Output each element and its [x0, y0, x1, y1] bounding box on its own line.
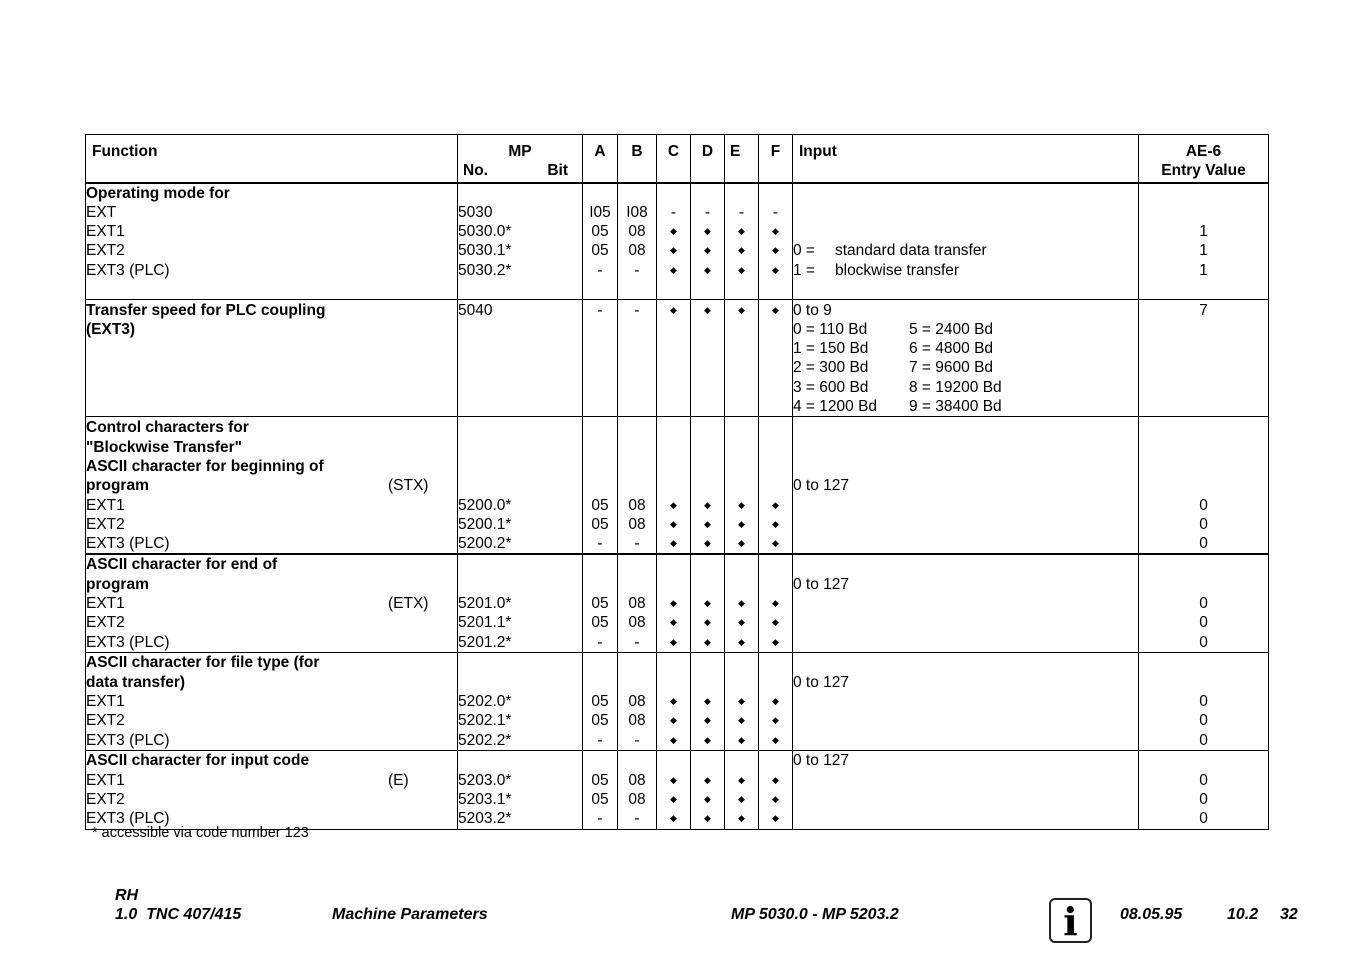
row-label: EXT2 — [86, 791, 125, 809]
section-title: program — [86, 575, 149, 593]
cell-a: 05 — [591, 614, 609, 632]
input-option: 1 = blockwise transfer — [793, 261, 960, 279]
mp-number: 5200.1* — [458, 515, 512, 533]
diamond-icon: ◆ — [670, 245, 677, 256]
cell-a: 05 — [591, 712, 609, 730]
cell-b: - — [634, 301, 640, 319]
diamond-icon: ◆ — [738, 264, 745, 275]
mp-number: 5202.0* — [458, 693, 512, 711]
entry-value: 0 — [1199, 693, 1208, 711]
diamond-icon: ◆ — [772, 538, 779, 549]
cell-a: 05 — [591, 595, 609, 613]
entry-value: 1 — [1199, 261, 1208, 279]
cell-a: - — [597, 535, 603, 553]
mp-number: 5030.1* — [458, 242, 512, 260]
entry-value: 1 — [1199, 242, 1208, 260]
diamond-icon: ◆ — [670, 794, 677, 805]
header-row — [86, 135, 1269, 183]
cell-b: - — [634, 810, 640, 828]
input-range: 0 to 9 — [793, 301, 832, 319]
mp-number: 5201.1* — [458, 614, 512, 632]
row-label: EXT1 — [86, 496, 125, 514]
mp-number: 5201.0* — [458, 595, 512, 613]
mp-no-label: No. — [463, 162, 488, 180]
diamond-icon: ◆ — [772, 794, 779, 805]
cell-b: - — [634, 731, 640, 749]
mp-number: 5030.2* — [458, 261, 512, 279]
cell-b: 08 — [628, 712, 646, 730]
diamond-icon: ◆ — [670, 518, 677, 529]
control-code: (E) — [388, 771, 409, 789]
cell-e: - — [738, 203, 745, 221]
diamond-icon: ◆ — [772, 734, 779, 745]
machine-parameter-table — [85, 134, 1269, 830]
cell-b: 08 — [628, 223, 646, 241]
diamond-icon: ◆ — [670, 598, 677, 609]
cell-a: 05 — [591, 242, 609, 260]
cell-b: 08 — [628, 595, 646, 613]
cell-b: 08 — [628, 242, 646, 260]
cell-b: 08 — [628, 515, 646, 533]
diamond-icon: ◆ — [772, 264, 779, 275]
diamond-icon: ◆ — [738, 499, 745, 510]
col-d-header: D — [691, 135, 725, 183]
entry-value: 0 — [1199, 712, 1208, 730]
diamond-icon: ◆ — [738, 734, 745, 745]
cell-a: 05 — [591, 496, 609, 514]
row-label: EXT2 — [86, 515, 125, 533]
diamond-icon: ◆ — [772, 696, 779, 707]
diamond-icon: ◆ — [772, 813, 779, 824]
footer-page-number: 32 — [1280, 906, 1298, 923]
ae-label: AE-6 — [1185, 143, 1222, 160]
mp-number: 5030 — [458, 203, 493, 221]
cell-b: - — [634, 535, 640, 553]
diamond-icon: ◆ — [738, 813, 745, 824]
footer-date: 08.05.95 — [1120, 906, 1183, 923]
diamond-icon: ◆ — [772, 518, 779, 529]
mp-number: 5203.2* — [458, 810, 512, 828]
cell-a: - — [597, 301, 603, 319]
diamond-icon: ◆ — [670, 715, 677, 726]
col-a-header: A — [583, 135, 618, 183]
col-f-header: F — [759, 135, 793, 183]
mp-number: 5202.2* — [458, 731, 512, 749]
cell-a: 05 — [591, 791, 609, 809]
diamond-icon: ◆ — [772, 245, 779, 256]
diamond-icon: ◆ — [738, 794, 745, 805]
diamond-icon: ◆ — [670, 636, 677, 647]
row-label: EXT1 (ETX) — [86, 595, 429, 613]
section-title: program (STX) — [86, 477, 429, 495]
row-label: EXT2 — [86, 712, 125, 730]
control-code: (ETX) — [388, 595, 429, 613]
input-range: 0 to 127 — [793, 673, 850, 691]
cell-f: - — [772, 203, 779, 221]
diamond-icon: ◆ — [670, 734, 677, 745]
section-title: "Blockwise Transfer" — [86, 438, 242, 456]
diamond-icon: ◆ — [704, 226, 711, 237]
cell-b: 08 — [628, 693, 646, 711]
diamond-icon: ◆ — [670, 499, 677, 510]
diamond-icon: ◆ — [704, 598, 711, 609]
mp-number: 5201.2* — [458, 633, 512, 651]
footer-section: Machine Parameters — [332, 906, 488, 923]
row-label: EXT3 (PLC) — [86, 731, 170, 749]
baud-rate-row: 4 = 1200 Bd 9 = 38400 Bd — [793, 398, 1002, 416]
cell-c: - — [670, 203, 677, 221]
cell-a: 05 — [591, 223, 609, 241]
diamond-icon: ◆ — [704, 499, 711, 510]
diamond-icon: ◆ — [772, 774, 779, 785]
diamond-icon: ◆ — [670, 813, 677, 824]
mp-number: 5203.0* — [458, 771, 512, 789]
diamond-icon: ◆ — [704, 696, 711, 707]
footer-author: RH — [115, 887, 139, 904]
info-icon: i — [1049, 898, 1092, 943]
section-etx — [86, 554, 1269, 653]
entry-value: 0 — [1199, 535, 1208, 553]
row-label: EXT2 — [86, 242, 125, 260]
input-range: 0 to 127 — [793, 575, 850, 593]
entry-value: 0 — [1199, 496, 1208, 514]
diamond-icon: ◆ — [704, 734, 711, 745]
baud-rate-row: 2 = 300 Bd 7 = 9600 Bd — [793, 359, 994, 377]
diamond-icon: ◆ — [738, 245, 745, 256]
footer-mp-range: MP 5030.0 - MP 5203.2 — [731, 906, 899, 923]
diamond-icon: ◆ — [704, 774, 711, 785]
row-label: EXT3 (PLC) — [86, 535, 170, 553]
diamond-icon: ◆ — [738, 715, 745, 726]
mp-number: 5202.1* — [458, 712, 512, 730]
footer-product: 1.0 TNC 407/415 — [115, 906, 242, 923]
diamond-icon: ◆ — [704, 715, 711, 726]
cell-b: 08 — [628, 614, 646, 632]
col-mp-header — [458, 135, 583, 183]
mp-label: MP — [508, 143, 532, 160]
mp-bit-label: Bit — [547, 162, 568, 180]
cell-b: I08 — [626, 203, 648, 221]
footnote: * accessible via code number 123 — [92, 825, 309, 841]
section-operating-mode — [86, 183, 1269, 300]
diamond-icon: ◆ — [670, 774, 677, 785]
section-title: ASCII character for file type (for — [86, 654, 320, 672]
section-input-code — [86, 751, 1269, 829]
diamond-icon: ◆ — [704, 813, 711, 824]
diamond-icon: ◆ — [738, 226, 745, 237]
diamond-icon: ◆ — [704, 794, 711, 805]
diamond-icon: ◆ — [704, 518, 711, 529]
diamond-icon: ◆ — [738, 538, 745, 549]
diamond-icon: ◆ — [772, 499, 779, 510]
section-title: Control characters for — [86, 419, 249, 437]
cell-a: 05 — [591, 693, 609, 711]
section-title: ASCII character for input code — [86, 752, 310, 770]
row-label: EXT2 — [86, 614, 125, 632]
cell-b: - — [634, 261, 640, 279]
diamond-icon: ◆ — [704, 304, 711, 315]
mp-number: 5200.0* — [458, 496, 512, 514]
cell-b: - — [634, 633, 640, 651]
col-input-header: Input — [793, 135, 1139, 183]
cell-a: - — [597, 633, 603, 651]
baud-rate-row: 1 = 150 Bd 6 = 4800 Bd — [793, 340, 994, 358]
baud-rate-row: 3 = 600 Bd 8 = 19200 Bd — [793, 378, 1002, 396]
input-option: 0 = standard data transfer — [793, 242, 987, 260]
diamond-icon: ◆ — [738, 617, 745, 628]
footer-chapter: 10.2 — [1227, 906, 1259, 923]
entry-value: 0 — [1199, 515, 1208, 533]
entry-value: 0 — [1199, 771, 1208, 789]
row-label: EXT3 (PLC) — [86, 810, 170, 828]
diamond-icon: ◆ — [670, 264, 677, 275]
row-label: EXT1 — [86, 223, 125, 241]
cell-b: 08 — [628, 496, 646, 514]
diamond-icon: ◆ — [738, 774, 745, 785]
input-range: 0 to 127 — [793, 477, 850, 495]
diamond-icon: ◆ — [670, 617, 677, 628]
diamond-icon: ◆ — [738, 696, 745, 707]
entry-value: 0 — [1199, 633, 1208, 651]
cell-b: 08 — [628, 771, 646, 789]
section-title: ASCII character for beginning of — [86, 457, 324, 475]
diamond-icon: ◆ — [772, 226, 779, 237]
row-label: EXT1 (E) — [86, 771, 409, 789]
diamond-icon: ◆ — [772, 636, 779, 647]
entry-value: 0 — [1199, 791, 1208, 809]
diamond-icon: ◆ — [772, 304, 779, 315]
section-file-type — [86, 653, 1269, 751]
col-e-header: E — [725, 135, 759, 183]
entry-value: 0 — [1199, 731, 1208, 749]
cell-a: I05 — [589, 203, 611, 221]
section-title: ASCII character for end of — [86, 556, 278, 574]
diamond-icon: ◆ — [670, 226, 677, 237]
col-ae-header — [1139, 135, 1269, 183]
row-label: EXT1 — [86, 693, 125, 711]
mp-number: 5200.2* — [458, 535, 512, 553]
diamond-icon: ◆ — [704, 538, 711, 549]
diamond-icon: ◆ — [738, 598, 745, 609]
cell-a: 05 — [591, 771, 609, 789]
row-label: EXT3 (PLC) — [86, 633, 170, 651]
entry-value-label: Entry Value — [1161, 162, 1246, 180]
diamond-icon: ◆ — [772, 617, 779, 628]
row-label: EXT3 (PLC) — [86, 261, 170, 279]
control-code: (STX) — [388, 477, 429, 495]
section-title: Operating mode for — [86, 184, 230, 202]
col-c-header: C — [657, 135, 691, 183]
cell-b: 08 — [628, 791, 646, 809]
entry-value: 0 — [1199, 595, 1208, 613]
diamond-icon: ◆ — [670, 538, 677, 549]
section-stx — [86, 417, 1269, 555]
diamond-icon: ◆ — [704, 245, 711, 256]
entry-value: 7 — [1199, 301, 1208, 319]
diamond-icon: ◆ — [704, 264, 711, 275]
cell-a: 05 — [591, 515, 609, 533]
section-title: data transfer) — [86, 673, 186, 691]
diamond-icon: ◆ — [670, 696, 677, 707]
input-range: 0 to 127 — [793, 752, 850, 770]
cell-a: - — [597, 261, 603, 279]
section-title: (EXT3) — [86, 320, 136, 338]
col-function-header: Function — [86, 135, 458, 183]
entry-value: 0 — [1199, 810, 1208, 828]
mp-number: 5203.1* — [458, 791, 512, 809]
baud-rate-row: 0 = 110 Bd 5 = 2400 Bd — [793, 320, 994, 338]
col-b-header: B — [618, 135, 657, 183]
diamond-icon: ◆ — [670, 304, 677, 315]
diamond-icon: ◆ — [704, 636, 711, 647]
cell-a: - — [597, 731, 603, 749]
entry-value: 0 — [1199, 614, 1208, 632]
diamond-icon: ◆ — [772, 598, 779, 609]
entry-value: 1 — [1199, 223, 1208, 241]
diamond-icon: ◆ — [772, 715, 779, 726]
section-title: Transfer speed for PLC coupling — [86, 301, 326, 319]
mp-number: 5030.0* — [458, 223, 512, 241]
diamond-icon: ◆ — [738, 304, 745, 315]
section-transfer-speed — [86, 299, 1269, 417]
cell-d: - — [704, 203, 711, 221]
mp-number: 5040 — [458, 301, 493, 319]
diamond-icon: ◆ — [738, 636, 745, 647]
diamond-icon: ◆ — [704, 617, 711, 628]
diamond-icon: ◆ — [738, 518, 745, 529]
cell-a: - — [597, 810, 603, 828]
row-label: EXT — [86, 203, 117, 221]
